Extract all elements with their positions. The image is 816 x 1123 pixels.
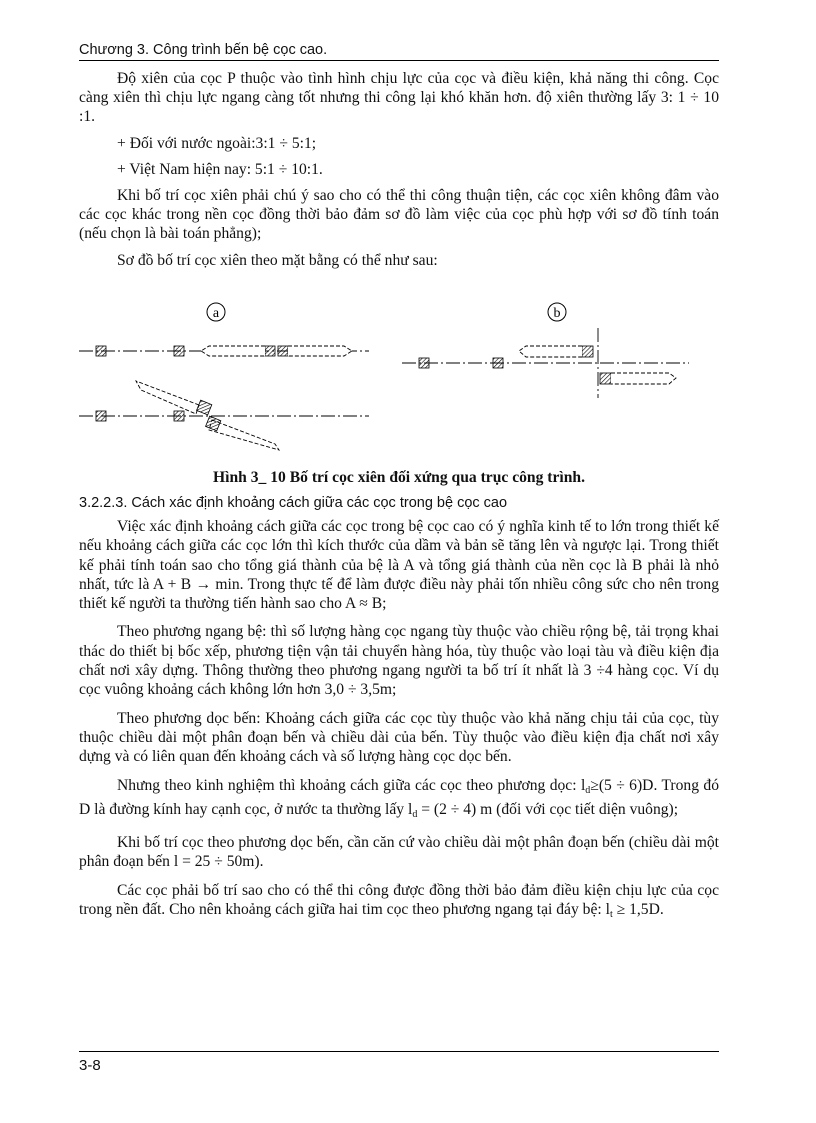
paragraph: Việc xác định khoảng cách giữa các cọc trong bệ cọc cao có ý nghĩa kinh tế to lớn trong thiết kế nếu khoảng cách giữa các cọc lớn thì kích thước của dầm và bản sẽ tăng lên và ngược lại. Trong thiết kế phải tính toán sao cho tổng giá thành của bệ là A và tổng giá thành của nền cọc là B phải là nhỏ nhất, tức là A + B → min. Trong thực tế để làm được điều này phải tốn nhiều công sức cho nên trong thiết kế người ta thường tiến hành sao cho A ≈ B;	[79, 518, 719, 613]
text-run: = (2 ÷ 4) m (đối với cọc tiết diện vuông);	[417, 800, 679, 818]
subscript: t	[609, 909, 613, 921]
paragraph: Sơ đồ bố trí cọc xiên theo mặt bằng có thể như sau:	[117, 251, 438, 269]
pile-layout-figure	[79, 298, 719, 458]
subscript: d	[412, 808, 418, 820]
svg-text:a: a	[212, 306, 220, 321]
paragraph	[79, 881, 719, 925]
pile-square	[582, 346, 593, 357]
page-number: 3-8	[79, 1057, 101, 1074]
figure-label-a	[207, 303, 225, 321]
text-run: Các cọc phải bố trí sao cho có thể thi công được đồng thời bảo đảm điều kiện chịu lực của cọc trong nền đất. Cho nên khoảng cách giữa hai tim cọc theo phương ngang tại đáy bệ: l	[79, 881, 719, 919]
pile-square	[278, 346, 288, 356]
raked-pile-up	[136, 381, 199, 414]
page-header	[79, 42, 719, 61]
pile-square	[174, 411, 184, 421]
pile-square	[419, 358, 429, 368]
paragraph: Theo phương dọc bến: Khoảng cách giữa các cọc tùy thuộc vào khả năng chịu tải của cọc, tùy thuộc chiều dài một phân đoạn bến và chiều dài của bến. Tùy thuộc vào điều kiện địa chất nơi xây dựng và có liên quan đến khoảng cách và số lượng hàng cọc dọc bến.	[79, 709, 719, 766]
section-title: 3.2.2.3. Cách xác định khoảng cách giữa các cọc trong bệ cọc cao	[79, 495, 508, 511]
text-run: ≥ 1,5D.	[612, 901, 664, 919]
pile-layout-diagram	[79, 298, 719, 458]
paragraph: Độ xiên của cọc P thuộc vào tình hình chịu lực của cọc và điều kiện, khả năng thi công. Cọc càng xiên thì chịu lực ngang càng tốt nhưng thi công lại khó khăn hơn. độ xiên thường lấy 3: 1 ÷ 10 :1.	[79, 70, 719, 126]
layout-b	[402, 328, 689, 398]
paragraph	[79, 776, 719, 825]
pile-square	[493, 358, 503, 368]
pile-square	[265, 346, 275, 356]
text-run: Nhưng theo kinh nghiệm thì khoảng cách giữa các cọc theo phương dọc: l	[117, 776, 586, 794]
list-item: + Việt Nam hiện nay: 5:1 ÷ 10:1.	[117, 160, 323, 178]
pile-square	[96, 346, 106, 356]
svg-text:b: b	[553, 306, 561, 321]
layout-a-row-1	[79, 346, 369, 356]
paragraph: Khi bố trí cọc theo phương dọc bến, cần căn cứ vào chiều dài một phân đoạn bến (chiều dài một phân đoạn bến l = 25 ÷ 50m).	[79, 834, 719, 871]
pile-square	[96, 411, 106, 421]
figure-label-b	[548, 303, 566, 321]
layout-a-row-2	[79, 381, 369, 450]
chapter-title: Chương 3. Công trình bến bệ cọc cao.	[79, 42, 328, 58]
raked-pile-left	[519, 346, 582, 357]
pile-square	[197, 400, 212, 415]
pile-square	[174, 346, 184, 356]
text-run: ≥(5 ÷ 6)D. Trong đó D là đường kính hay cạnh cọc, ở nước ta thường lấy l	[79, 776, 719, 818]
pile-square	[600, 373, 611, 384]
subscript: d	[585, 784, 591, 796]
list-item: + Đối với nước ngoài:3:1 ÷ 5:1;	[117, 134, 317, 152]
body-text-bottom	[79, 517, 719, 933]
raked-pile-right	[611, 373, 676, 384]
figure-caption: Hình 3_ 10 Bố trí cọc xiên đối xứng qua trục công trình.	[213, 469, 585, 486]
paragraph: Theo phương ngang bệ: thì số lượng hàng cọc ngang tùy thuộc vào chiều rộng bệ, tải trọng khai thác do thiết bị bốc xếp, phương tiện vận tải chuyển hàng hóa, tùy thuộc vào loại tàu và điều kiện địa chất nơi xây dựng. Thông thường theo phương ngang người ta bố trí ít nhất là 3 ÷4 hàng cọc. Ví dụ cọc vuông khoảng cách không lớn hơn 3,0 ÷ 3,5m;	[79, 623, 719, 699]
paragraph: Khi bố trí cọc xiên phải chú ý sao cho có thể thi công thuận tiện, các cọc xiên không đâm vào các cọc khác trong nền cọc đồng thời bảo đảm sơ đồ làm việc của cọc phù hợp với sơ đồ tính toán (nếu chọn là bài toán phẳng);	[79, 187, 719, 243]
raked-pile-left	[201, 346, 265, 356]
footer-divider	[79, 1051, 719, 1052]
body-text-top	[79, 69, 719, 277]
raked-pile-right	[288, 346, 352, 356]
